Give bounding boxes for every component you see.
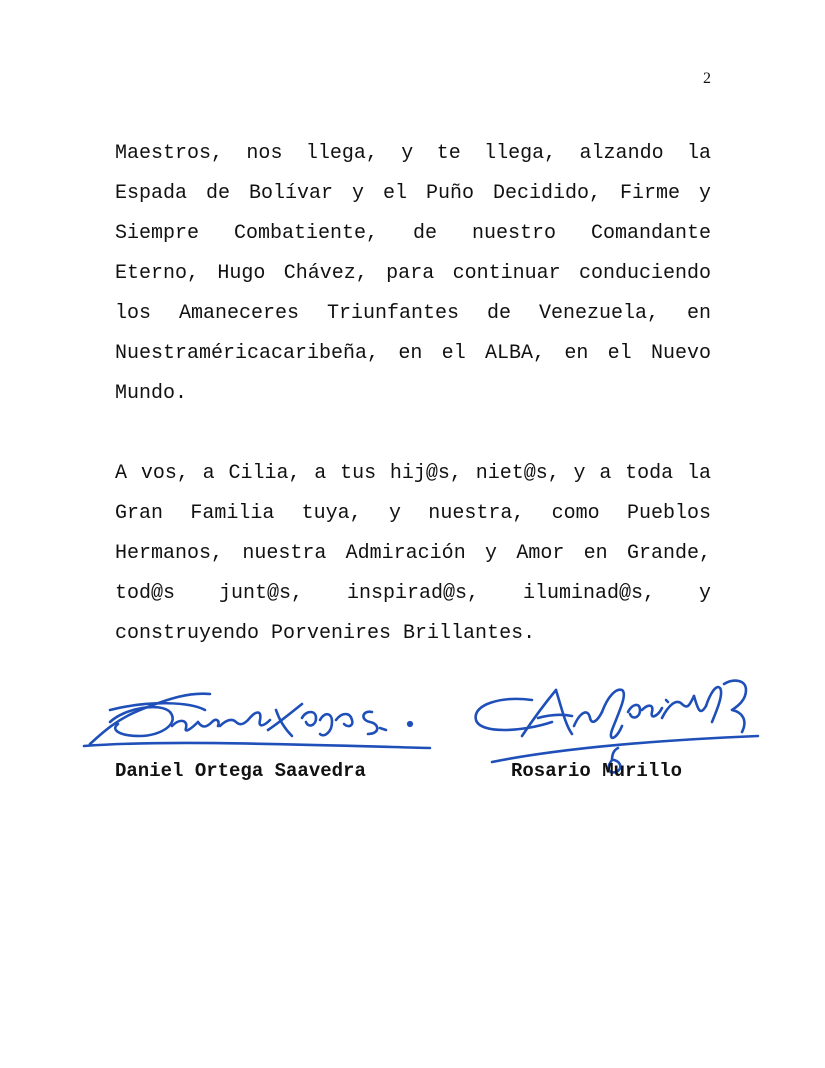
text-line: Gran Familia tuya, y nuestra, como Pueblos — [115, 502, 711, 525]
page-number: 2 — [703, 70, 711, 87]
handwritten-signature-murillo — [462, 660, 762, 775]
handwritten-signature-ortega — [80, 680, 440, 760]
text-line: Eterno, Hugo Chávez, para continuar conduciendo — [115, 262, 711, 285]
text-line: construyendo Porvenires Brillantes. — [115, 622, 536, 645]
text-line: Nuestraméricacaribeña, en el ALBA, en el Nuevo — [115, 342, 711, 365]
paragraph-1 — [115, 134, 711, 414]
text-line: Maestros, nos llega, y te llega, alzando la — [115, 142, 711, 165]
signatory-name: Daniel Ortega Saavedra — [115, 760, 366, 782]
text-line: Espada de Bolívar y el Puño Decidido, Firme y — [115, 182, 711, 205]
paragraph-2 — [115, 454, 711, 654]
text-line: Siempre Combatiente, de nuestro Comandante — [115, 222, 711, 245]
text-line: A vos, a Cilia, a tus hij@s, niet@s, y a toda la — [115, 462, 711, 485]
signature-ortega — [80, 680, 440, 790]
text-line: los Amaneceres Triunfantes de Venezuela, en — [115, 302, 711, 325]
text-line: tod@s junt@s, inspirad@s, iluminad@s, y — [115, 582, 711, 605]
text-line: Mundo. — [115, 382, 188, 405]
signature-murillo — [462, 660, 762, 790]
text-line: Hermanos, nuestra Admiración y Amor en Grande, — [115, 542, 711, 565]
signatory-name: Rosario Murillo — [511, 760, 683, 782]
